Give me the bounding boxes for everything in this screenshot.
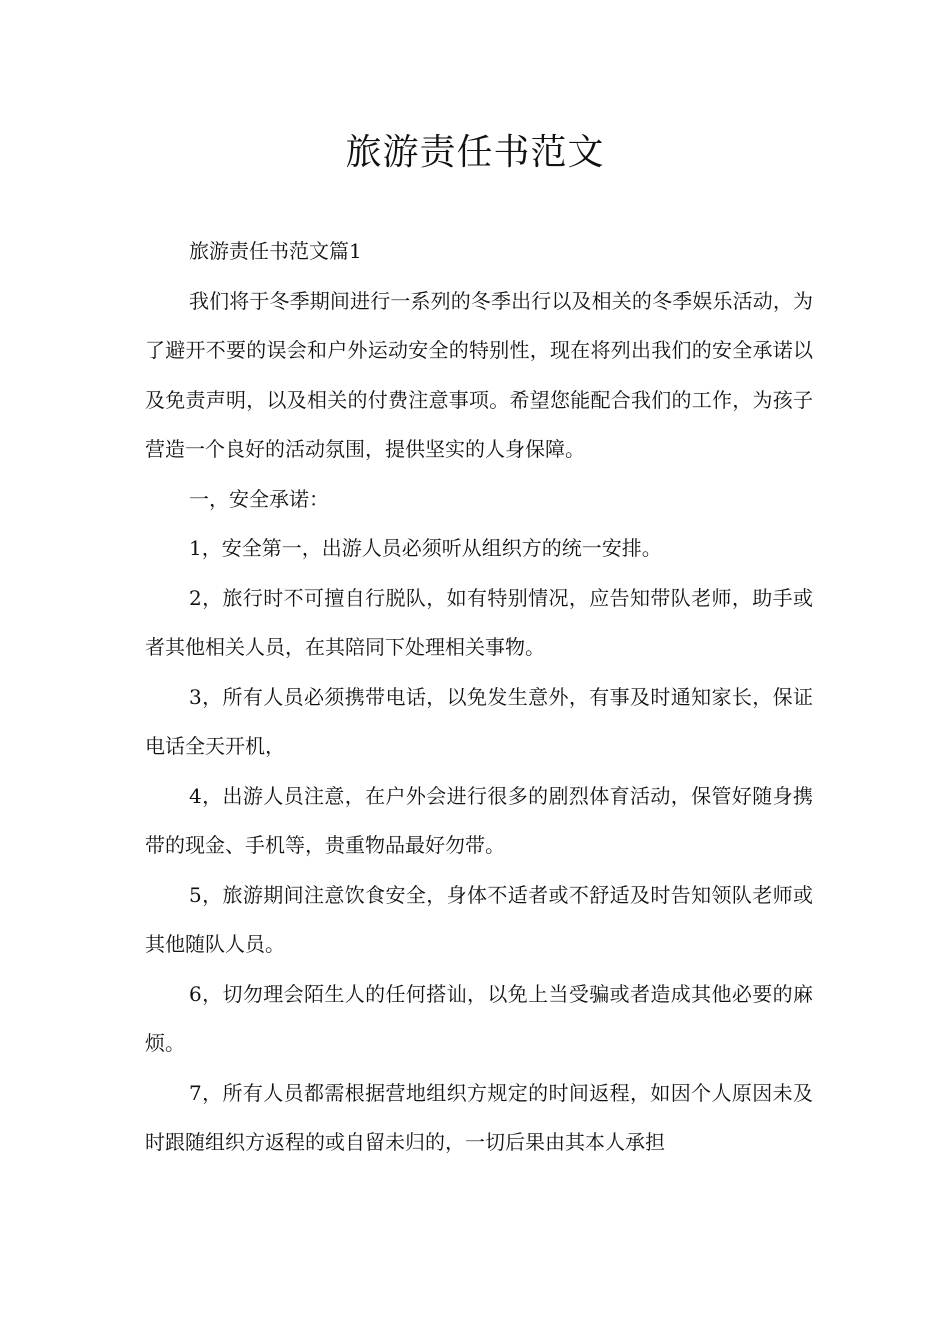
paragraph-section-heading: 旅游责任书范文篇1 <box>189 239 362 263</box>
document-title: 旅游责任书范文 <box>345 132 605 173</box>
paragraph-item-6: 6，切勿理会陌生人的任何搭讪，以免上当受骗或者造成其他必要的麻烦。 <box>145 981 813 1055</box>
paragraph-item-2: 2，旅行时不可擅自行脱队，如有特别情况，应告知带队老师，助手或者其他相关人员，在其陪同下处理相关事物。 <box>145 585 813 659</box>
paragraph-item-3: 3，所有人员必须携带电话，以免发生意外，有事及时通知家长，保证电话全天开机， <box>145 684 813 758</box>
paragraph-intro: 我们将于冬季期间进行一系列的冬季出行以及相关的冬季娱乐活动，为了避开不要的误会和户外运动安全的特别性，现在将列出我们的安全承诺以及免责声明，以及相关的付费注意事项。希望您能配合我们的工作，为孩子营造一个良好的活动氛围，提供坚实的人身保障。 <box>145 288 813 461</box>
paragraph-item-1: 1，安全第一，出游人员必须听从组织方的统一安排。 <box>189 536 662 560</box>
paragraph-item-4: 4，出游人员注意，在户外会进行很多的剧烈体育活动，保管好随身携带的现金、手机等，贵重物品最好勿带。 <box>145 783 813 857</box>
paragraph-item-7: 7，所有人员都需根据营地组织方规定的时间返程，如因个人原因未及时跟随组织方返程的或自留未归的，一切后果由其本人承担 <box>145 1080 813 1154</box>
paragraph-safety-heading: 一，安全承诺： <box>189 486 329 511</box>
paragraph-item-5: 5，旅游期间注意饮食安全，身体不适者或不舒适及时告知领队老师或其他随队人员。 <box>145 882 813 956</box>
document-body <box>145 227 813 1168</box>
